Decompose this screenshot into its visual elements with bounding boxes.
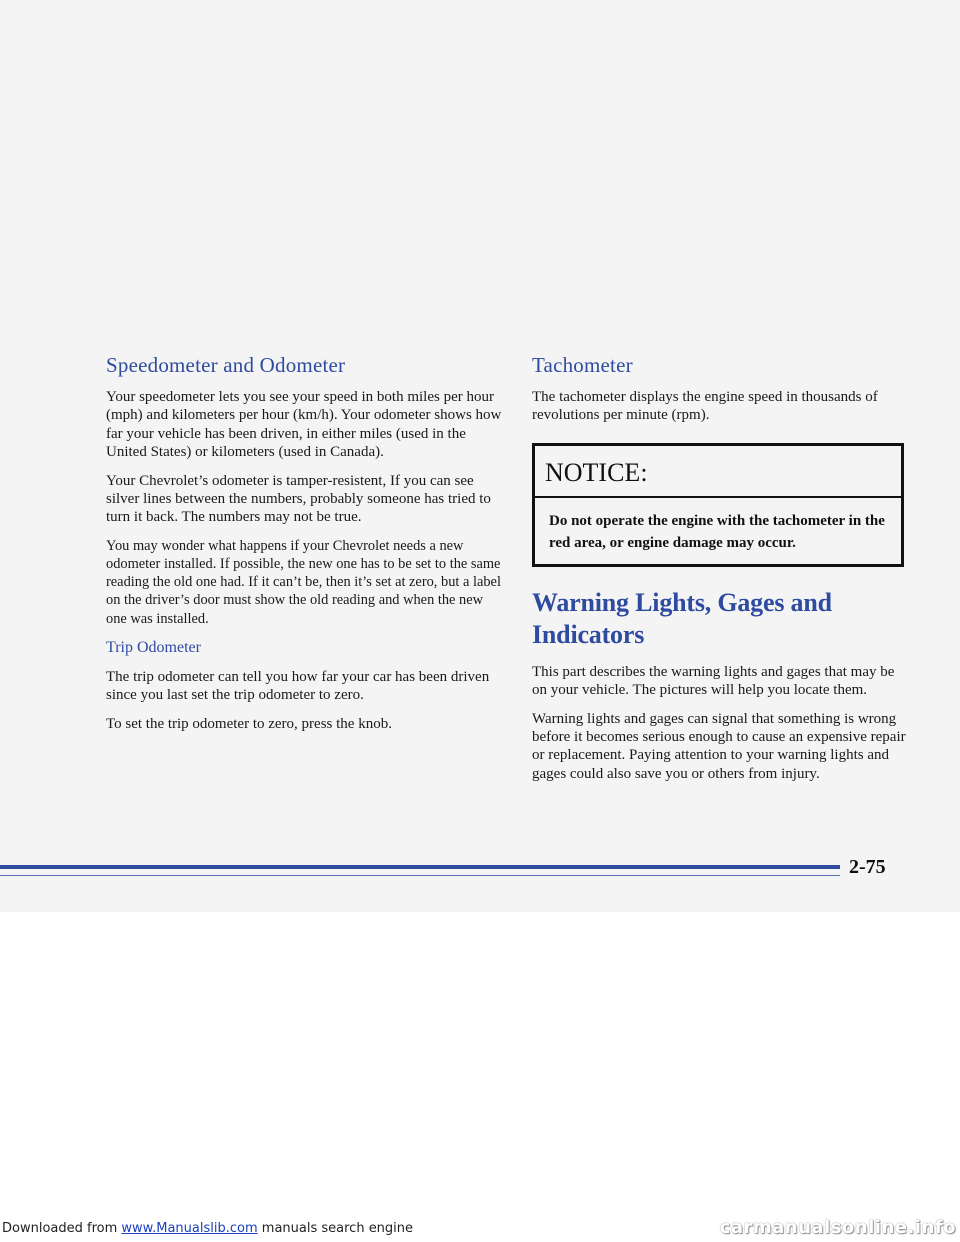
tachometer-paragraph: The tachometer displays the engine speed in thousands of revolutions per minute (rpm). [532, 389, 878, 424]
left-column [106, 352, 504, 743]
watermark: carmanualsonline.info [719, 1217, 956, 1238]
trip-odometer-paragraph-1: The trip odometer can tell you how far your car has been driven since you last set the trip odometer to zero. [106, 668, 490, 704]
speedometer-paragraph-3: You may wonder what happens if your Chevrolet needs a new odometer installed. If possible, the new one has to be set to the same reading the old one had. If it can’t be, then it’s set at zero, but a label on the driver’s door must show the old reading and when the new one was installed. [106, 537, 501, 627]
trip-odometer-title: Trip Odometer [106, 638, 201, 656]
notice-heading: NOTICE: [535, 446, 901, 498]
footer-rule [0, 865, 840, 869]
notice-box [532, 443, 904, 567]
right-column [532, 352, 908, 793]
notice-body: Do not operate the engine with the tachometer in the red area, or engine damage may occur. [549, 512, 885, 551]
warning-lights-paragraph-2: Warning lights and gages can signal that something is wrong before it becomes serious enough to cause an expensive repair or replacement. Paying attention to your warning lights and gages could also save you or others from injury. [532, 710, 906, 782]
warning-lights-title: Warning Lights, Gages and Indicators [532, 587, 832, 649]
trip-odometer-paragraph-2: To set the trip odometer to zero, press the knob. [106, 715, 392, 732]
download-source-line [2, 1221, 413, 1237]
download-suffix: manuals search engine [261, 1221, 414, 1236]
manualslib-link[interactable]: www.Manualslib.com [121, 1221, 258, 1236]
speedometer-paragraph-1: Your speedometer lets you see your speed in both miles per hour (mph) and kilometers per hour (km/h). Your odometer shows how far your vehicle has been driven, in either miles (used in the United States) or kilometers (used in Canada). [106, 389, 502, 461]
page-number: 2-75 [849, 856, 886, 878]
speedometer-title: Speedometer and Odometer [106, 353, 346, 377]
tachometer-title: Tachometer [532, 353, 633, 377]
speedometer-paragraph-2: Your Chevrolet’s odometer is tamper-resistent, If you can see silver lines between the numbers, probably someone has tried to turn it back. The numbers may not be true. [106, 472, 491, 526]
warning-lights-paragraph-1: This part describes the warning lights and gages that may be on your vehicle. The pictures will help you locate them. [532, 663, 895, 699]
download-prefix: Downloaded from [2, 1221, 118, 1236]
footer-rule-thin [0, 875, 840, 876]
